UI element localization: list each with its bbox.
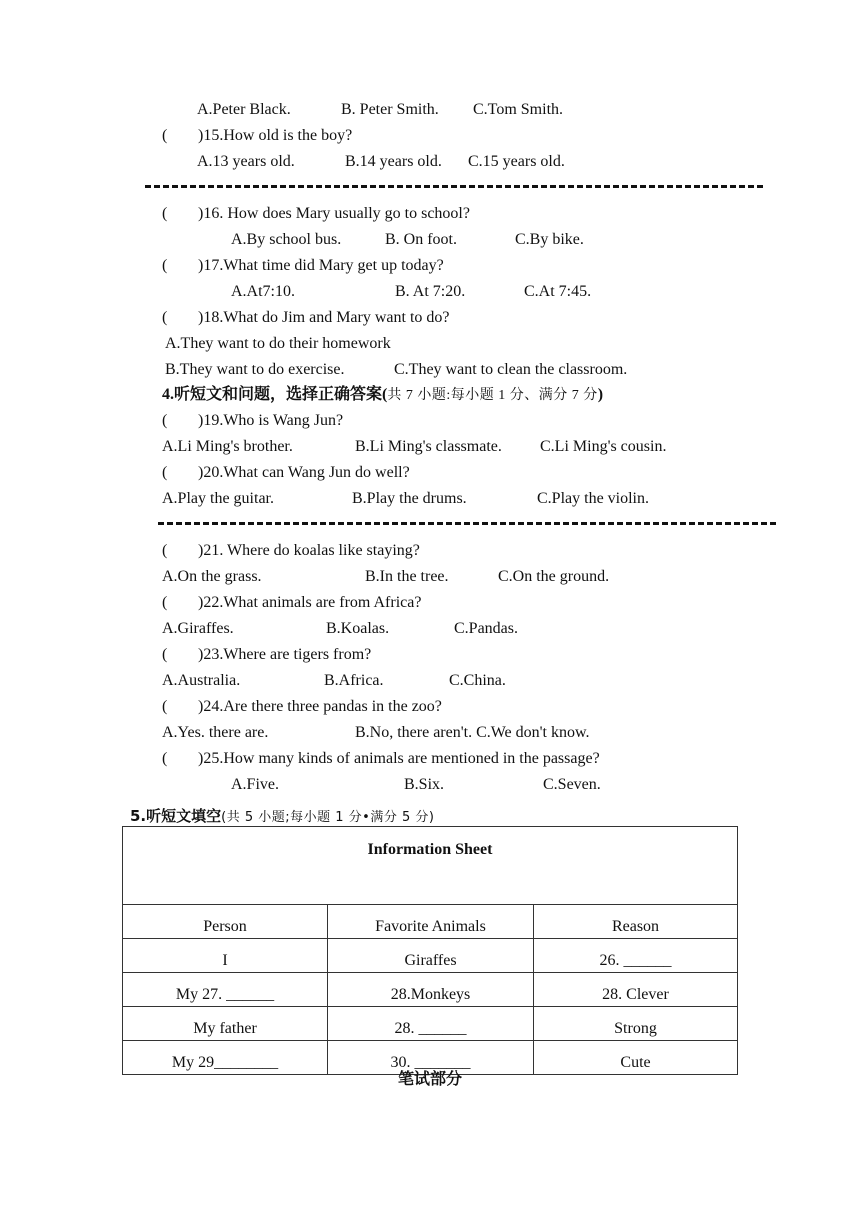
answer-paren: ( xyxy=(162,646,168,663)
cell-reason: 28. Clever xyxy=(534,973,738,1007)
question-text: )25.How many kinds of animals are mentioned in the passage? xyxy=(198,750,600,767)
question-17 xyxy=(162,256,444,276)
q19-option-b: B.Li Ming's classmate. xyxy=(355,438,502,455)
q19-option-a: A.Li Ming's brother. xyxy=(162,438,293,455)
section-5-heading xyxy=(130,806,434,828)
answer-paren: ( xyxy=(162,127,168,144)
table-title: Information Sheet xyxy=(123,827,738,905)
section-title: 5.听短文填空 xyxy=(130,807,222,825)
q20-option-c: C.Play the violin. xyxy=(537,490,649,507)
q23-option-c: C.China. xyxy=(449,672,506,689)
q21-option-c: C.On the ground. xyxy=(498,568,610,585)
dash-dot-divider xyxy=(158,522,776,525)
cell-animal: Giraffes xyxy=(328,939,534,973)
q17-option-c: C.At 7:45. xyxy=(524,283,592,300)
table-row xyxy=(123,1007,738,1041)
answer-paren: ( xyxy=(162,412,168,429)
question-16 xyxy=(162,204,470,224)
question-text: )21. Where do koalas like staying? xyxy=(198,542,420,559)
q14-option-b: B. Peter Smith. xyxy=(341,101,439,118)
q24-option-bc: B.No, there aren't. C.We don't know. xyxy=(355,724,590,741)
answer-paren: ( xyxy=(162,205,168,222)
answer-paren: ( xyxy=(162,464,168,481)
question-18 xyxy=(162,308,450,328)
dash-dot-divider xyxy=(145,185,763,188)
answer-paren: ( xyxy=(162,594,168,611)
question-15 xyxy=(162,126,352,146)
question-text: )17.What time did Mary get up today? xyxy=(198,257,444,274)
question-text: )22.What animals are from Africa? xyxy=(198,594,422,611)
answer-paren: ( xyxy=(162,698,168,715)
q23-option-a: A.Australia. xyxy=(162,672,241,689)
question-25 xyxy=(162,749,600,769)
cell-reason: Strong xyxy=(534,1007,738,1041)
q16-option-a: A.By school bus. xyxy=(231,231,342,248)
section-scoring-note: 共 7 小题:每小题 1 分、满分 7 分 xyxy=(387,388,598,403)
q14-option-a: A.Peter Black. xyxy=(197,101,291,118)
q18-option-c: C.They want to clean the classroom. xyxy=(394,361,628,378)
section-close-paren: ) xyxy=(597,386,604,403)
section-4-heading xyxy=(162,385,603,406)
q21-option-a: A.On the grass. xyxy=(162,568,262,585)
cell-person-blank: My 29________ xyxy=(123,1041,328,1075)
table-row xyxy=(123,939,738,973)
answer-paren: ( xyxy=(162,750,168,767)
question-text: )18.What do Jim and Mary want to do? xyxy=(198,309,450,326)
header-reason: Reason xyxy=(534,905,738,939)
question-20 xyxy=(162,463,410,483)
q24-option-a: A.Yes. there are. xyxy=(162,724,269,741)
q20-option-b: B.Play the drums. xyxy=(352,490,467,507)
cell-animal-blank: 28. ______ xyxy=(328,1007,534,1041)
question-24 xyxy=(162,697,442,717)
question-text: )20.What can Wang Jun do well? xyxy=(198,464,410,481)
information-sheet-table xyxy=(122,826,738,1075)
cell-reason-blank: 26. ______ xyxy=(534,939,738,973)
q19-option-c: C.Li Ming's cousin. xyxy=(540,438,667,455)
cell-person: My father xyxy=(123,1007,328,1041)
table-header-row xyxy=(123,905,738,939)
question-21 xyxy=(162,541,420,561)
q20-option-a: A.Play the guitar. xyxy=(162,490,274,507)
q15-option-a: A.13 years old. xyxy=(197,153,295,170)
cell-reason: Cute xyxy=(534,1041,738,1075)
answer-paren: ( xyxy=(162,542,168,559)
q25-option-b: B.Six. xyxy=(404,776,445,793)
q25-option-a: A.Five. xyxy=(231,776,279,793)
q17-option-a: A.At7:10. xyxy=(231,283,295,300)
answer-paren: ( xyxy=(162,309,168,326)
question-text: )16. How does Mary usually go to school? xyxy=(198,205,470,222)
q16-option-c: C.By bike. xyxy=(515,231,584,248)
question-text: )15.How old is the boy? xyxy=(198,127,353,144)
q15-option-b: B.14 years old. xyxy=(345,153,442,170)
q18-option-b: B.They want to do exercise. xyxy=(165,361,345,378)
cell-animal: 28.Monkeys xyxy=(328,973,534,1007)
question-text: )23.Where are tigers from? xyxy=(198,646,372,663)
q25-option-c: C.Seven. xyxy=(543,776,601,793)
q15-option-c: C.15 years old. xyxy=(468,153,565,170)
cell-animal-blank: 30. _______ xyxy=(328,1041,534,1075)
q23-option-b: B.Africa. xyxy=(324,672,384,689)
header-favorite-animals: Favorite Animals xyxy=(328,905,534,939)
table-row xyxy=(123,973,738,1007)
q16-option-b: B. On foot. xyxy=(385,231,457,248)
header-person: Person xyxy=(123,905,328,939)
cell-person-blank: My 27. ______ xyxy=(123,973,328,1007)
cell-person: I xyxy=(123,939,328,973)
answer-paren: ( xyxy=(162,257,168,274)
question-19 xyxy=(162,411,343,431)
q22-option-c: C.Pandas. xyxy=(454,620,518,637)
question-text: )24.Are there three pandas in the zoo? xyxy=(198,698,442,715)
section-scoring-note: (共 5 小题;每小题 1 分•满分 5 分) xyxy=(221,810,435,825)
question-22 xyxy=(162,593,421,613)
written-part-heading: 笔试部分 xyxy=(397,1071,462,1088)
section-title: 4.听短文和问题，选择正确答案( xyxy=(162,386,388,403)
question-23 xyxy=(162,645,371,665)
question-text: )19.Who is Wang Jun? xyxy=(198,412,344,429)
q22-option-b: B.Koalas. xyxy=(326,620,390,637)
q17-option-b: B. At 7:20. xyxy=(395,283,466,300)
q14-option-c: C.Tom Smith. xyxy=(473,101,564,118)
q18-option-a: A.They want to do their homework xyxy=(165,335,391,352)
q22-option-a: A.Giraffes. xyxy=(162,620,234,637)
q21-option-b: B.In the tree. xyxy=(365,568,449,585)
